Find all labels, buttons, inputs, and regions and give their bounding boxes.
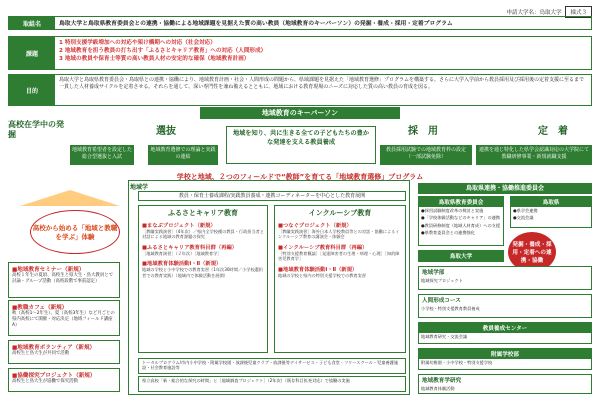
dept5-box [418,374,592,394]
dept4-title: 附属学校部 [419,349,591,359]
center-bottom-2: 県立高校「新・総合的な探究の時間」と［地域調査プロジェクト］（2年次）（既存科目拡充対応）で協働の実施 [138,376,406,392]
stage-retention-sub: 連携を通じ特化した県学会認識対応の大学院にて教職研修事業・新規就職支援 [476,145,592,165]
collab-badge: 発掘・養成・採用・定着への連携・協働 [508,232,556,272]
keyperson-banner: 地域教育のキーパーソン [200,107,400,119]
inclusive-item3: ■地域教育体験活動Ⅰ・Ⅱ（新規） [278,266,358,273]
stage-selection-sub: 地域教育選修での理論と実践の連結 [148,145,218,165]
dept2-text: 小学校・特別支援教育教員養成 [421,306,480,311]
board-item-3: ●教員研修制度（地域人材育成）への支援 [421,222,501,228]
dept5-text: 地域教育体験活動 [421,386,455,391]
center-bottom-1: トータルプログラム/市内小中学校・附属学校園・放課後児童クラブ・放課後等デイサービス・子ども食堂・フリースクール・児童養護施設・社会教育施設等 [138,358,406,374]
board-item-1: ●採用試験制度改革の検討と実施 [421,208,484,213]
purpose-text: 鳥取大学と鳥取県教育委員会・鳥取県との連携・協働により、地域教育計画・社会・人間形成の問題から、県域課題を見据えた「地域教育選修」プログラムを構築する。さらに大学入学前から教員採用及び採用後の定着支援に至るまで一貫した人材養成サイクルを定着させる。それらを通して、深い専門性を兼ね備えるとともに、地域における教育現場のニーズに対応した質の高い教員の育成を図る。 [59,77,584,90]
dept2-title: 人間形成コース [419,295,591,305]
issue-line-2: 2 地域教育を担う教員の打ち出す「ふるさとキャリア教育」への対応（人間形成） [59,48,267,55]
dept1-title: 地域学部 [419,267,591,277]
seminar-text: 高校１年生の夏頃、高校生と県大生・鳥大教員とで討論・グループ活動（高校段階で事前認定） [12,273,113,284]
inquiry-text: 高校生と鳥大生が協働で探究活動 [12,379,78,384]
issue-line-1: 1 特別支援学級増加への対応や架け橋期への対応（社会対応） [59,40,216,46]
inclusive-section [274,205,406,353]
board-item-4: ●県教育委員会との連携強化 [421,230,475,236]
dept4-text: 附属幼稚園・小中学校・特別支援学校 [421,360,493,365]
applicant-label: 申請大学名：鳥取大学 [506,10,562,16]
program-subtitle: 学校と地域、２つのフィールドで“教師”を育てる「地域教育選修」プログラム [176,173,424,181]
stage-discovery [8,120,68,170]
stage-retention-label: 定 着 [538,126,568,137]
furusato-item2: ■ふるさとキャリア教育科目群（再編） [142,244,238,251]
furusato-item1: ■まなぶプロジェクト（新規） [142,223,216,229]
inquiry-title: ■協働探究プロジェクト（新規） [12,373,96,379]
furusato-section [138,205,268,353]
univ-box [418,250,504,262]
furusato-item2-text: ［地域教育演習］（２年次）［地域教育学］ [142,250,222,256]
furusato-item3: ■地域教育体験活動Ⅰ・Ⅱ（新規） [142,261,222,268]
seminar-box [8,262,120,298]
dept3-text: 地域教育研究・交流会議 [421,334,468,339]
center-band: 教員・保育士養成課程/実践教員養成・連携コーディネーターを中心とした教育展開 [138,191,406,201]
dept3-box [418,322,592,344]
inclusive-item1-text: ［教職実践演習］海外日本人学校教員等との対話・協働によるインクルーシブ教育の講演会・体験会 [278,229,400,240]
volunteer-box [8,340,120,364]
dept1-text: 地域探究プロジェクト [421,278,463,283]
pref-item-1: ●県学会連携 [513,208,538,213]
issue-line-3: 3 地域の教員や保育士等質の高い教員人材の安定的な確保（地域教育計画） [59,56,250,63]
stage-hiring-sub: 教員採用試験での地域教育枠の設定（一部試験免除） [380,145,472,165]
purpose-row-label: 目的 [9,75,55,105]
inclusive-item3-text: 地域の学校と県内の特別支援学校での教育実習 [278,272,366,278]
board-item-2: ●「学校体験活動などのキャリア」の連携 [421,215,501,221]
cafe-box [8,300,120,336]
highschool-callout: 高校から始める「地域と教職を学ぶ」体験 [30,210,120,254]
dept1-box [418,266,592,290]
inclusive-head: インクルーシブ教育 [308,209,372,217]
center-goal: 地域を知り、共に生きる全ての子どもたちの豊かな発達を支える教員養成 [226,126,376,164]
furusato-item1-text: ［教職実践演習］（4年次）／県内全学校種の教員・行政担当者と対話による地域の教育課題の探究 [142,229,265,240]
issues-row-label: 課題 [9,37,55,69]
flow-section [8,120,592,170]
inclusive-item2: ■インクルーシブ教育科目群（再編） [278,244,368,251]
dept4-box [418,348,592,370]
furusato-head: ふるさとキャリア教育 [168,209,238,217]
issues-row [8,36,592,70]
stage-hiring-label: 採 用 [408,126,438,137]
inclusive-item1: ■つなぐプロジェクト（新規） [278,223,352,229]
board-title: 鳥取県教育委員会 [419,197,503,207]
seminar-title: ■地域教育セミナー（新規） [12,267,85,273]
inclusive-item2-text: ［特別支援教育概論］［発達障害者の生理・病理・心理］［知的障害児教育学］ [278,250,400,262]
cafe-text: 秋（高校1〜2年生）、夏（高校3年生）など月ごとの県内高校にて開催・対応決定（地域フィールド講座A） [12,311,115,328]
volunteer-text: 高校生と鳥大生が共同で活動 [12,351,70,356]
purpose-row [8,74,592,106]
univ-title: 鳥取大学 [419,251,503,261]
board-box [418,196,504,246]
program-title: 鳥取大学と鳥取県教育委員会との連携・協働による地域課題を見据えた質の高い教員（地域教育のキーパーソン）の発掘・養成・採用・定着プログラム [59,21,453,27]
stage-discovery-sub: 地域教育希望者を設定した総合型選抜と入試 [70,145,134,165]
issues-body [59,39,587,67]
title-row-label: 取組名 [9,17,55,29]
pref-box [510,196,592,228]
center-title: 地域学 [130,184,149,191]
dept3-title: 教員養成センター [419,323,591,333]
dept5-title: 地域教育学研究 [419,375,591,385]
stage-discovery-label: 高校在学中の発掘 [8,120,64,139]
arrow-shape [20,190,120,206]
pref-title: 鳥取県 [511,197,591,207]
cafe-title: ■教職カフェ（新規） [12,305,68,311]
dept2-box [418,294,592,318]
right-head: 鳥取県連携・協働推進委員会 [418,183,592,194]
form-label: 様式３ [565,6,592,18]
pref-item-2: ●交流会議 [513,215,534,221]
stage-selection-label: 選抜 [156,126,176,137]
volunteer-title: ■地域教育ボランティア（新規） [12,345,96,351]
inquiry-box [8,368,120,392]
furusato-item3-text: 地域の学校と小中学校での教育実習（1年次30時間／小学校選択者での教育実践）（地域内で体験活動を展開） [142,267,264,278]
title-row [8,16,592,30]
